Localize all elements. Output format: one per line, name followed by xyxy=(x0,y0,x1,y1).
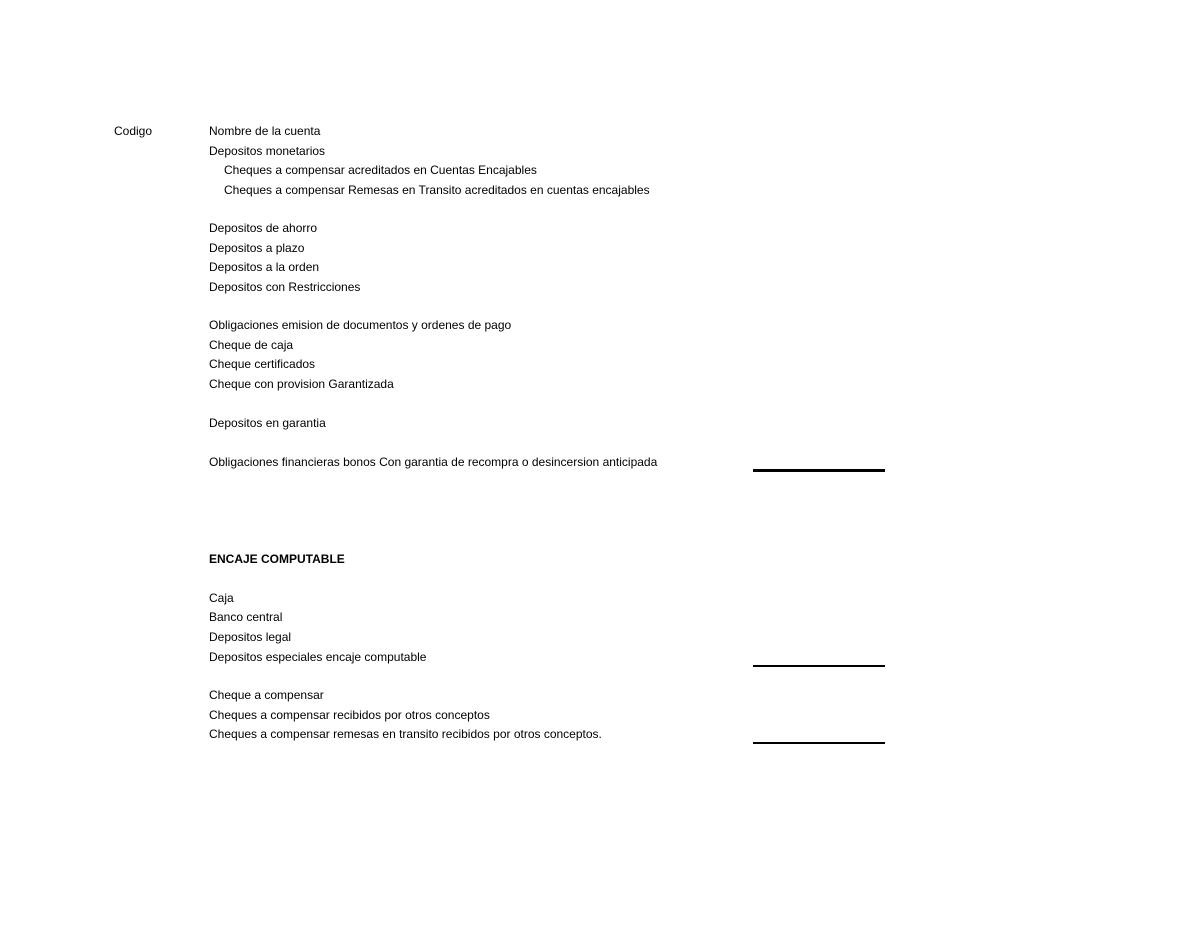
encaje-total-underline xyxy=(753,742,885,744)
account-name: Cheques a compensar Remesas en Transito acreditados en cuentas encajables xyxy=(224,183,650,197)
account-name: Cheques a compensar acreditados en Cuentas Encajables xyxy=(224,163,537,177)
encaje-section-title: ENCAJE COMPUTABLE xyxy=(209,552,345,566)
account-name: Cheque certificados xyxy=(209,357,316,371)
account-name: Depositos a plazo xyxy=(209,241,305,255)
account-name: Cheque a compensar xyxy=(209,688,324,702)
account-name: Depositos con Restricciones xyxy=(209,280,361,294)
code-column-header: Codigo xyxy=(114,124,153,138)
account-name: Cheque de caja xyxy=(209,338,294,352)
account-name: Obligaciones financieras bonos Con garantia de recompra o desincersion anticipada xyxy=(209,455,658,469)
total-obligaciones-underline xyxy=(753,469,885,472)
account-name: Depositos en garantia xyxy=(209,416,326,430)
account-name: Depositos de ahorro xyxy=(209,221,318,235)
account-name: Cheques a compensar recibidos por otros conceptos xyxy=(209,708,490,722)
account-name: Depositos especiales encaje computable xyxy=(209,650,427,664)
account-name: Banco central xyxy=(209,610,283,624)
account-name: Depositos monetarios xyxy=(209,144,326,158)
account-name: Cheque con provision Garantizada xyxy=(209,377,394,391)
account-name: Depositos a la orden xyxy=(209,260,320,274)
account-name: Obligaciones emision de documentos y ordenes de pago xyxy=(209,318,512,332)
account-name: Cheques a compensar remesas en transito recibidos por otros conceptos. xyxy=(209,727,602,741)
name-column-header: Nombre de la cuenta xyxy=(209,124,321,138)
account-name: Depositos legal xyxy=(209,630,292,644)
subtotal-underline xyxy=(753,665,885,667)
account-name: Caja xyxy=(209,591,234,605)
